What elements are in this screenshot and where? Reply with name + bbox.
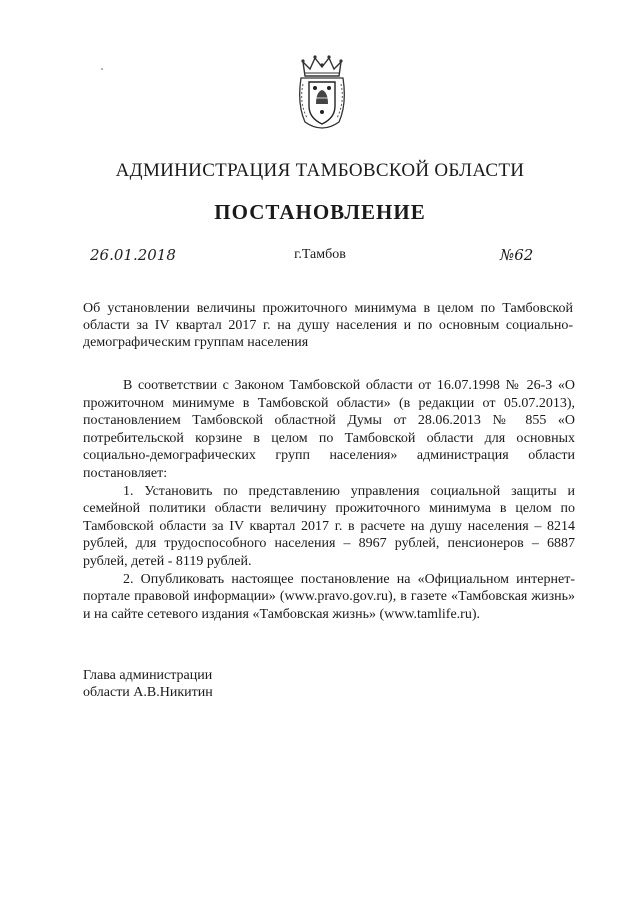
organization-title: АДМИНИСТРАЦИЯ ТАМБОВСКОЙ ОБЛАСТИ: [115, 160, 525, 181]
coat-of-arms-icon: [295, 54, 349, 132]
document-type-heading: ПОСТАНОВЛЕНИЕ: [214, 200, 426, 224]
signature-name: области А.В.Никитин: [83, 685, 213, 700]
item-1-paragraph: 1. Установить по представлению управления социальной защиты и семейной политики области величину прожиточного минимума в целом по Тамбовской области за IV квартал 2017 г. в расчете на душу населения – 8214 рублей, для трудоспособного населения – 8967 рублей, пенсионеров – 6887 рублей, детей - 8119 рублей.: [83, 483, 575, 569]
scan-mark: [101, 68, 103, 70]
document-body: [83, 377, 575, 623]
signature-block: [83, 667, 213, 701]
document-city: г.Тамбов: [294, 247, 346, 262]
document-date: 26.01.2018: [90, 246, 176, 264]
preamble-paragraph: В соответствии с Законом Тамбовской области от 16.07.1998 № 26-З «О прожиточном минимуме в Тамбовской области» (в редакции от 05.07.2013), постановлением Тамбовской областной Думы от 28.06.2013 № 855 «О потребительской корзине в целом по Тамбовской области для основных социально-демографических групп населения» администрация области постановляет:: [83, 378, 575, 481]
document-number: №62: [500, 246, 534, 264]
item-2-paragraph: 2. Опубликовать настоящее постановление на «Официальном интернет-портале правовой информации» (www.pravo.gov.ru), в газете «Тамбовская жизнь» и на сайте сетевого издания «Тамбовская жизнь» (www.tamlife.ru).: [83, 571, 575, 622]
document-subject: Об установлении величины прожиточного минимума в целом по Тамбовской области за IV квартал 2017 г. на душу населения и по основным социально-демографическим группам населения: [83, 301, 573, 350]
signature-position: Глава администрации: [83, 668, 213, 683]
